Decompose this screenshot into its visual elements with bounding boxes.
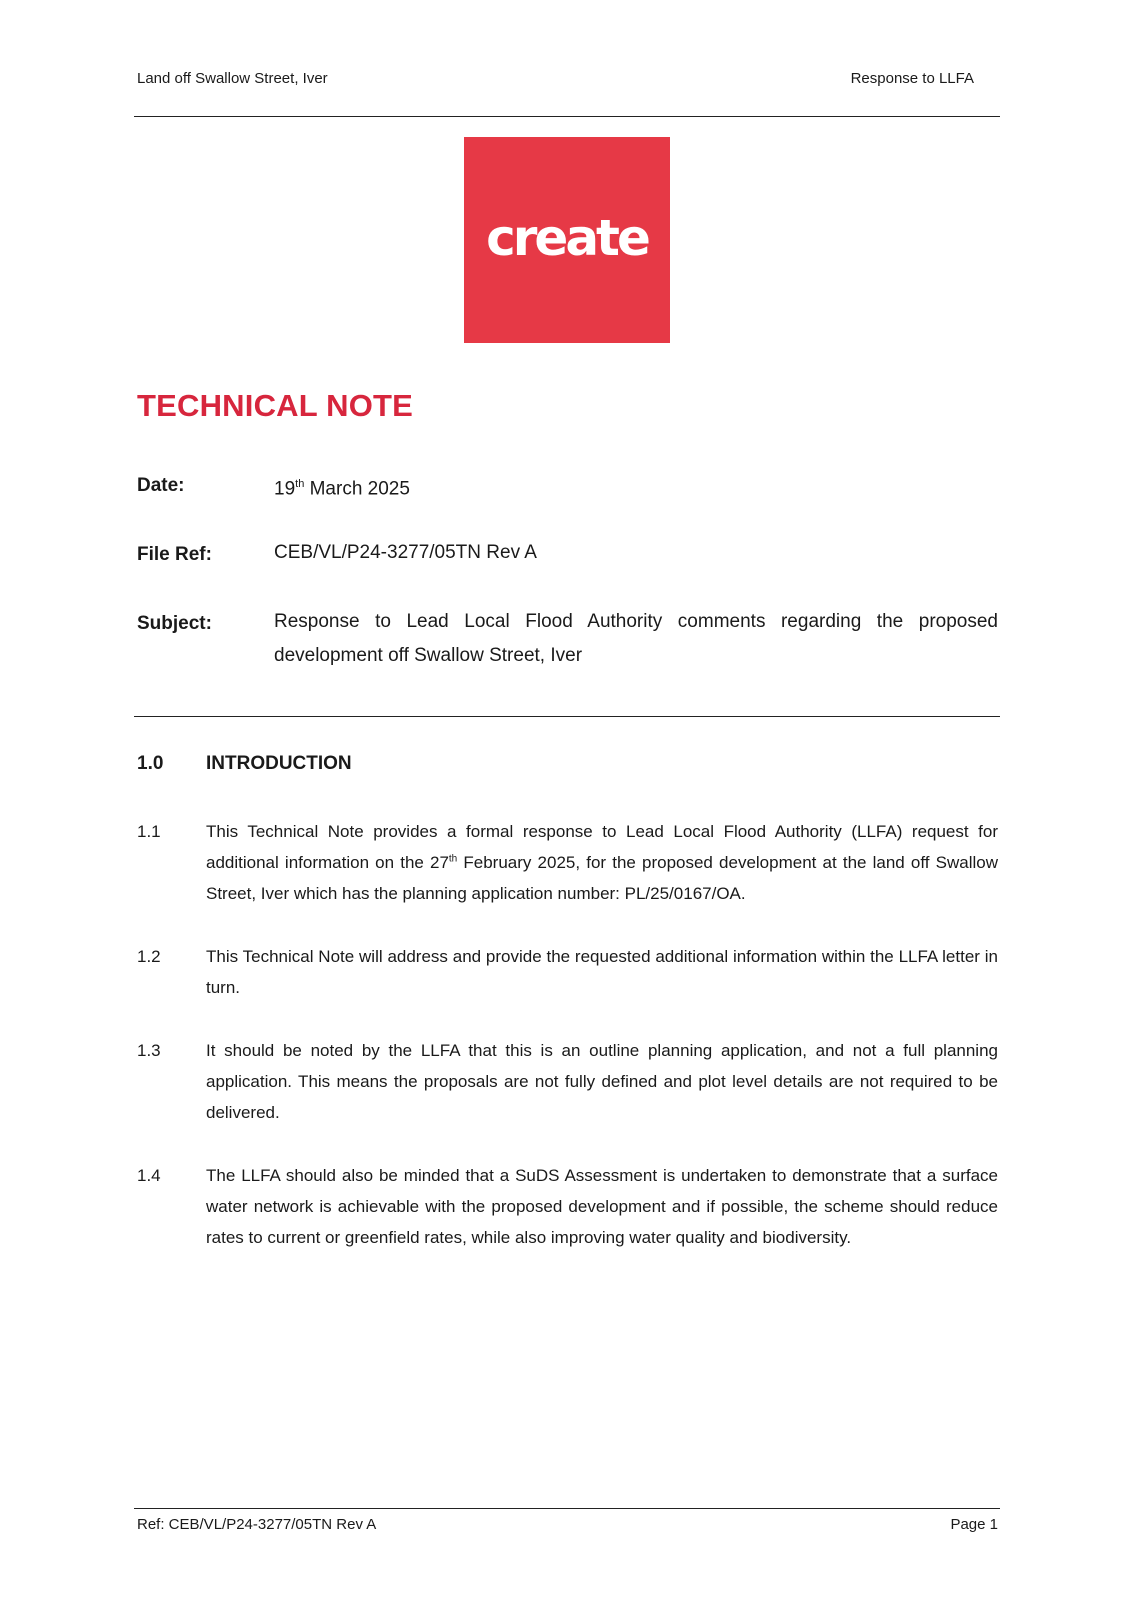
date-label: Date: (137, 475, 185, 496)
file-ref-label: File Ref: (137, 544, 212, 565)
paragraph-text: It should be noted by the LLFA that this is an outline planning application, and not a full planning application. This means the proposals are not fully defined and plot level details are not required to be delivered. (206, 1041, 998, 1122)
ordinal-suffix: th (448, 853, 458, 865)
date-day: 19 (274, 478, 296, 500)
paragraph-text-part: This Technical Note provides a formal response to Lead Local Flood Authority (LLFA) request for additional information on the 27 (206, 822, 998, 872)
footer-divider (134, 1508, 1000, 1509)
file-ref-value: CEB/VL/P24-3277/05TN Rev A (274, 542, 537, 563)
date-value (274, 467, 998, 506)
header-site-name: Land off Swallow Street, Iver (137, 70, 328, 87)
date-month-year: March 2025 (304, 478, 410, 500)
paragraph-text: This Technical Note will address and provide the requested additional information within the LLFA letter in turn. (206, 947, 998, 997)
logo-wordmark: create (486, 209, 648, 267)
paragraph-number: 1.2 (137, 947, 161, 966)
paragraph-text (206, 816, 998, 909)
paragraph-text: The LLFA should also be minded that a SuDS Assessment is undertaken to demonstrate that a surface water network is achievable with the proposed development and if possible, the scheme should reduce rates to current or greenfield rates, while also improving water quality and biodiversity. (206, 1166, 998, 1247)
paragraph-number: 1.3 (137, 1041, 161, 1060)
page-title: TECHNICAL NOTE (137, 388, 414, 423)
page-number: Page 1 (950, 1516, 998, 1533)
date-ordinal-suffix: th (295, 478, 305, 490)
subject-value: Response to Lead Local Flood Authority comments regarding the proposed development off Swallow Street, Iver (274, 611, 998, 666)
meta-divider (134, 716, 1000, 717)
header-document-type: Response to LLFA (850, 70, 974, 87)
footer-reference: Ref: CEB/VL/P24-3277/05TN Rev A (137, 1516, 377, 1533)
paragraph-text-part: February 2025, for the proposed development at the land off Swallow Street, Iver which has the planning application number: PL/25/0167/OA. (206, 853, 998, 903)
subject-label: Subject: (137, 613, 212, 634)
section-number: 1.0 (137, 753, 164, 774)
paragraph-number: 1.1 (137, 822, 161, 841)
header-divider (134, 116, 1000, 117)
create-logo (464, 137, 670, 343)
paragraph-number: 1.4 (137, 1166, 161, 1185)
section-title: INTRODUCTION (206, 753, 352, 774)
